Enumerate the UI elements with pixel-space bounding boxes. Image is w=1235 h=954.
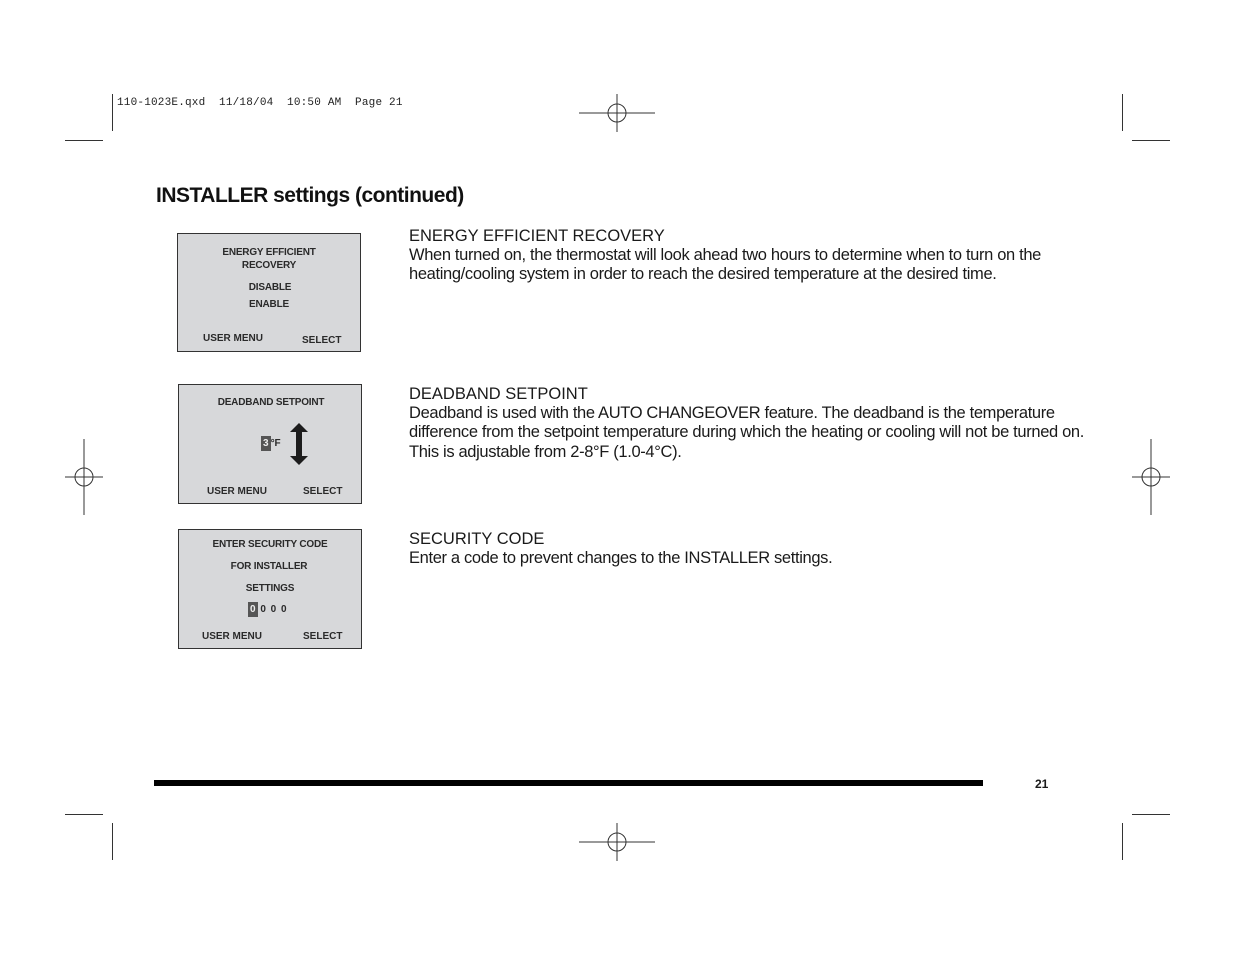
page-number: 21 [1035,777,1049,791]
security-code-digits [248,602,288,617]
section-body-security-code: Enter a code to prevent changes to the INSTALLER settings. [409,549,833,567]
up-down-arrow-icon[interactable] [290,423,308,465]
deadband-select-key[interactable]: SELECT [303,486,343,497]
security-screen [178,529,362,649]
registration-mark-right [1132,439,1170,515]
eer-select-key[interactable]: SELECT [302,335,342,346]
eer-screen-title-line2: RECOVERY [241,260,297,271]
eer-user-menu-key[interactable]: USER MENU [203,333,264,344]
deadband-user-menu-key[interactable]: USER MENU [207,486,268,497]
security-screen-title-line1: ENTER SECURITY CODE [212,539,328,550]
deadband-unit: °F [270,438,281,449]
eer-screen-title-line1: ENERGY EFFICIENT [222,247,316,258]
security-screen-title-line3: SETTINGS [245,583,295,594]
deadband-value-display [261,436,281,451]
section-heading-security-code: SECURITY CODE [409,530,545,548]
print-slug: 110-1023E.qxd 11/18/04 10:50 AM Page 21 [117,97,403,109]
security-code-digits-rest[interactable]: 0 0 0 [260,604,288,615]
security-user-menu-key[interactable]: USER MENU [202,631,263,642]
section-body-energy-efficient-recovery: When turned on, the thermostat will look ahead two hours to determine when to turn on the heating/cooling system in order to reach the desired temperature at the desired time. [409,246,1041,284]
security-select-key[interactable]: SELECT [303,631,343,642]
section-heading-deadband-setpoint: DEADBAND SETPOINT [409,385,588,403]
deadband-value[interactable]: 3 [263,438,269,449]
page-title: INSTALLER settings (continued) [156,184,464,207]
security-screen-title-line2: FOR INSTALLER [230,561,308,572]
registration-mark-top [579,94,655,132]
section-body-deadband-setpoint: Deadband is used with the AUTO CHANGEOVER feature. The deadband is the temperature difference from the setpoint temperature during which the heating or cooling will not be turned on. This is adjustable from 2-8°F (1.0-4°C). [409,404,1084,461]
eer-screen [177,233,361,352]
registration-mark-bottom [579,823,655,861]
deadband-screen [178,384,362,504]
security-code-digit-active[interactable]: 0 [250,604,256,615]
registration-mark-left [65,439,103,515]
deadband-screen-title: DEADBAND SETPOINT [217,397,325,408]
section-heading-energy-efficient-recovery: ENERGY EFFICIENT RECOVERY [409,227,665,245]
footer-rule [154,780,983,786]
eer-option-disable[interactable]: DISABLE [248,282,292,293]
eer-option-enable[interactable]: ENABLE [249,299,289,310]
